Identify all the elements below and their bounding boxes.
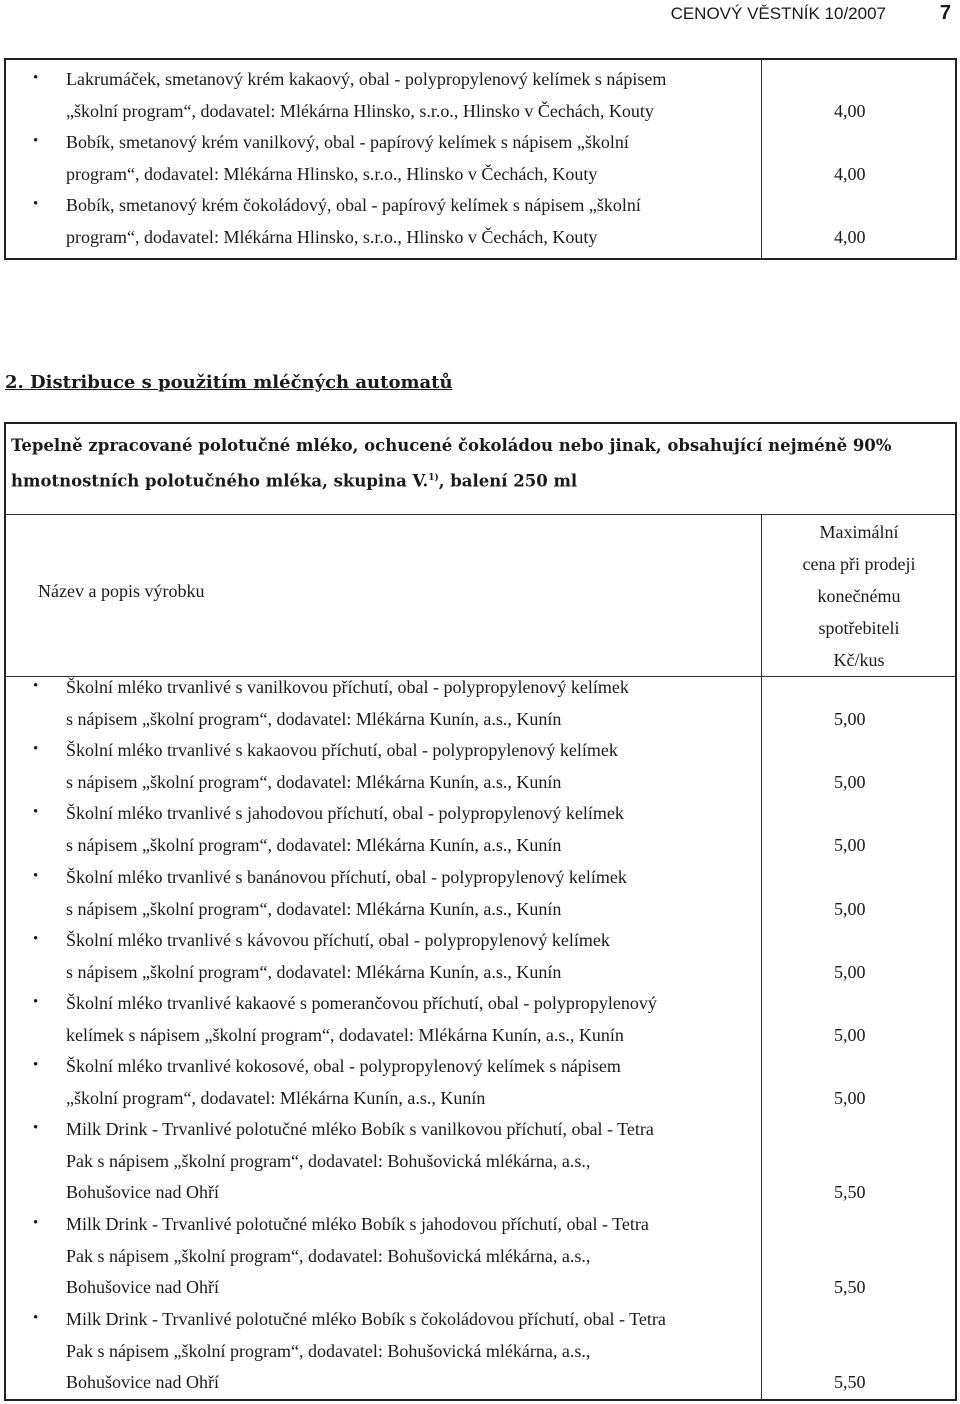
item-description-line: Bohušovice nad Ohří: [66, 1372, 219, 1392]
column-header-price-line: Maximální: [819, 522, 899, 542]
bullet-icon: •: [33, 1215, 39, 1231]
journal-title: CENOVÝ VĚSTNÍK 10/2007: [670, 4, 886, 23]
bullet-icon: •: [33, 1310, 39, 1326]
item-description-line: s nápisem „školní program“, dodavatel: Mlékárna Kunín, a.s., Kunín: [66, 771, 562, 792]
item-description-line: Milk Drink - Trvanlivé polotučné mléko Bobík s čokoládovou příchutí, obal - Tetra: [66, 1309, 666, 1329]
item-price: 5,00: [834, 1024, 866, 1045]
item-price: 5,50: [834, 1277, 866, 1297]
column-header-price-line: spotřebiteli: [818, 618, 900, 638]
product-table-2: [4, 422, 957, 1401]
item-price: 5,00: [834, 1087, 866, 1108]
item-description-line: Školní mléko trvanlivé s vanilkovou příchutí, obal - polypropylenový kelímek: [66, 677, 629, 697]
page-header: [0, 0, 960, 30]
item-description-line: program“, dodavatel: Mlékárna Hlinsko, s.r.o., Hlinsko v Čechách, Kouty: [66, 226, 598, 247]
bullet-icon: •: [33, 741, 39, 757]
item-description-line: Milk Drink - Trvanlivé polotučné mléko Bobík s jahodovou příchutí, obal - Tetra: [66, 1214, 649, 1234]
item-description-line: „školní program“, dodavatel: Mlékárna Kunín, a.s., Kunín: [66, 1087, 486, 1108]
bullet-icon: •: [33, 678, 39, 694]
group-title: [11, 430, 951, 498]
group-title-text: Tepelně zpracované polotučné mléko, ochucené čokoládou nebo jinak, obsahující nejméně 90% hmotnostních polotučného mléka, skupina V.: [11, 436, 892, 491]
item-price: 5,50: [834, 1372, 866, 1392]
bullet-icon: •: [33, 196, 39, 212]
item-price: 5,50: [834, 1182, 866, 1202]
column-header-price-line: konečnému: [817, 586, 901, 606]
item-description-line: Bohušovice nad Ohří: [66, 1277, 219, 1297]
column-header-price-line: Kč/kus: [833, 650, 885, 670]
product-table-1: [4, 58, 957, 260]
item-description-line: Bobík, smetanový krém čokoládový, obal - papírový kelímek s nápisem „školní: [66, 195, 641, 215]
item-description-line: s nápisem „školní program“, dodavatel: Mlékárna Kunín, a.s., Kunín: [66, 834, 562, 855]
item-description-line: Lakrumáček, smetanový krém kakaový, obal - polypropylenový kelímek s nápisem: [66, 69, 667, 89]
item-description-line: Školní mléko trvanlivé kakaové s pomerančovou příchutí, obal - polypropylenový: [66, 993, 657, 1013]
group-title-pack: , balení 250 ml: [438, 471, 578, 491]
bullet-icon: •: [33, 804, 39, 820]
bullet-icon: •: [33, 1057, 39, 1073]
item-price: 4,00: [834, 163, 866, 184]
item-price: 5,00: [834, 961, 866, 982]
item-description-line: Milk Drink - Trvanlivé polotučné mléko Bobík s vanilkovou příchutí, obal - Tetra: [66, 1119, 654, 1139]
item-price: 4,00: [834, 100, 866, 121]
bullet-icon: •: [33, 931, 39, 947]
column-header-price: [761, 516, 957, 676]
footnote-ref: 1): [428, 473, 439, 483]
item-description-line: Školní mléko trvanlivé s kávovou příchutí, obal - polypropylenový kelímek: [66, 930, 610, 950]
item-description-line: Školní mléko trvanlivé s kakaovou příchutí, obal - polypropylenový kelímek: [66, 740, 618, 760]
page-number: 7: [939, 2, 951, 24]
column-header-name: Název a popis výrobku: [38, 581, 205, 601]
column-divider: [761, 60, 762, 258]
item-price: 5,00: [834, 771, 866, 792]
column-header-price-line: cena při prodeji: [802, 554, 916, 574]
item-description-line: Pak s nápisem „školní program“, dodavatel: Bohušovická mlékárna, a.s.,: [66, 1150, 591, 1171]
item-description-line: Bobík, smetanový krém vanilkový, obal - papírový kelímek s nápisem „školní: [66, 132, 629, 152]
item-price: 4,00: [834, 226, 866, 247]
item-description-line: program“, dodavatel: Mlékárna Hlinsko, s.r.o., Hlinsko v Čechách, Kouty: [66, 163, 598, 184]
item-description-line: Pak s nápisem „školní program“, dodavatel: Bohušovická mlékárna, a.s.,: [66, 1245, 591, 1266]
item-description-line: Pak s nápisem „školní program“, dodavatel: Bohušovická mlékárna, a.s.,: [66, 1340, 591, 1361]
bullet-icon: •: [33, 868, 39, 884]
section-title: 2. Distribuce s použitím mléčných automatů: [5, 372, 453, 393]
item-description-line: s nápisem „školní program“, dodavatel: Mlékárna Kunín, a.s., Kunín: [66, 708, 562, 729]
item-description-line: „školní program“, dodavatel: Mlékárna Hlinsko, s.r.o., Hlinsko v Čechách, Kouty: [66, 100, 654, 121]
item-price: 5,00: [834, 708, 866, 729]
bullet-icon: •: [33, 133, 39, 149]
row-divider: [6, 514, 955, 515]
item-description-line: s nápisem „školní program“, dodavatel: Mlékárna Kunín, a.s., Kunín: [66, 961, 562, 982]
bullet-icon: •: [33, 70, 39, 86]
item-description-line: Školní mléko trvanlivé s banánovou příchutí, obal - polypropylenový kelímek: [66, 867, 627, 887]
item-description-line: s nápisem „školní program“, dodavatel: Mlékárna Kunín, a.s., Kunín: [66, 898, 562, 919]
item-description-line: Školní mléko trvanlivé s jahodovou příchutí, obal - polypropylenový kelímek: [66, 803, 624, 823]
item-description-line: kelímek s nápisem „školní program“, dodavatel: Mlékárna Kunín, a.s., Kunín: [66, 1024, 624, 1045]
bullet-icon: •: [33, 1120, 39, 1136]
bullet-icon: •: [33, 994, 39, 1010]
item-description-line: Bohušovice nad Ohří: [66, 1182, 219, 1202]
item-description-line: Školní mléko trvanlivé kokosové, obal - polypropylenový kelímek s nápisem: [66, 1056, 621, 1076]
item-price: 5,00: [834, 898, 866, 919]
item-price: 5,00: [834, 834, 866, 855]
